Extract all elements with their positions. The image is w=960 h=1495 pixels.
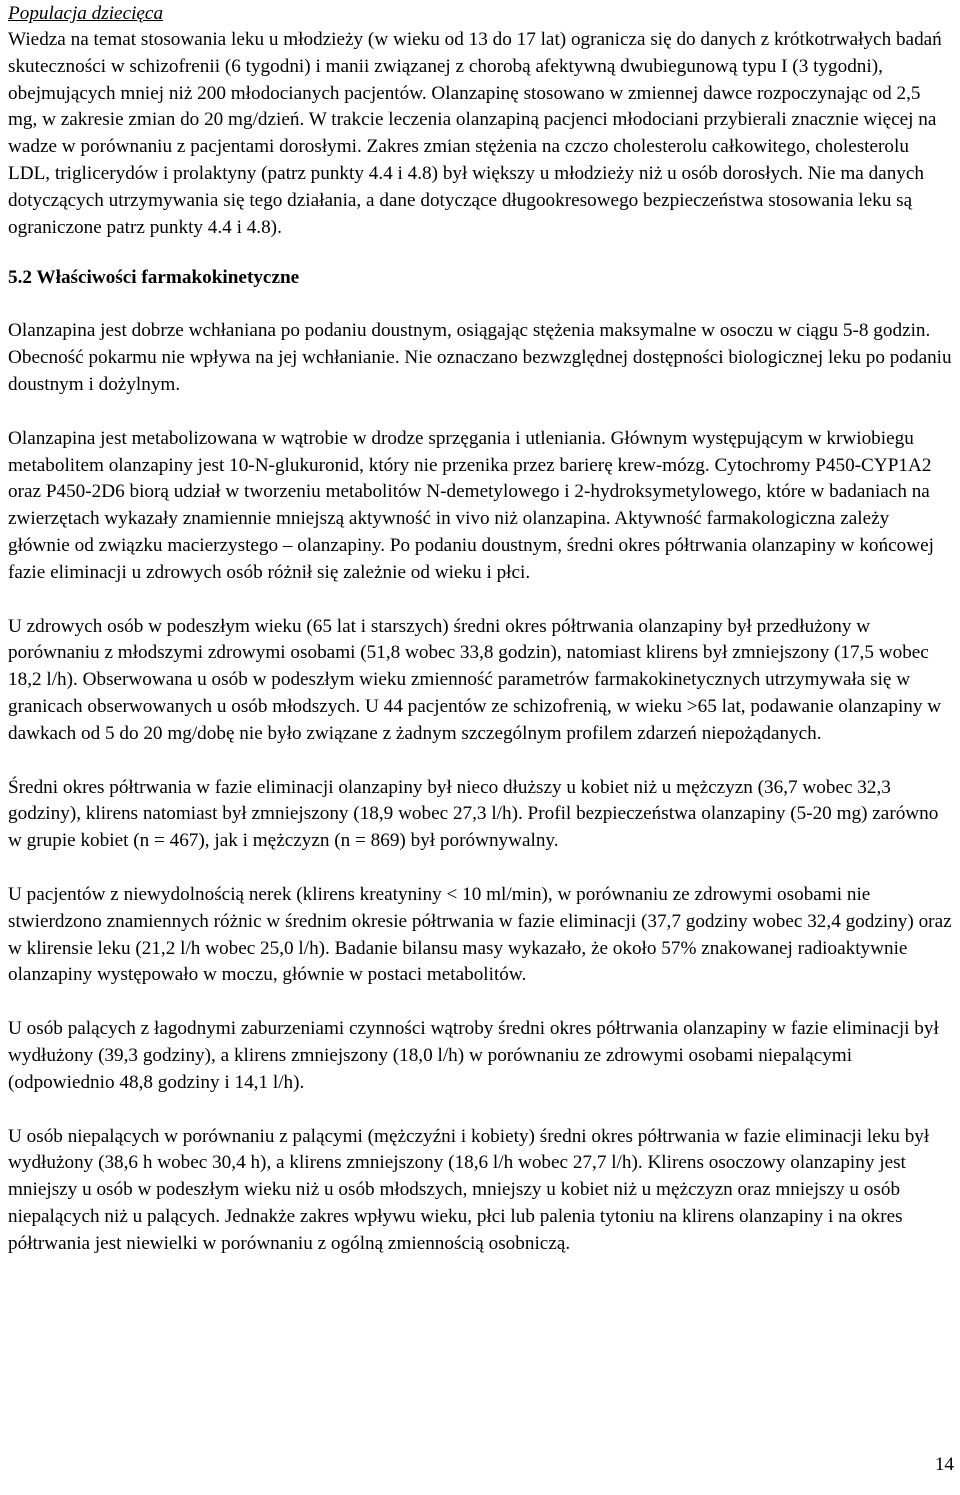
- paragraph-metabolism: Olanzapina jest metabolizowana w wątrobie w drodze sprzęgania i utleniania. Głównym występującym w krwiobiegu metabolitem olanzapiny jest 10-N-glukuronid, który nie przenika przez barierę krew-mózg. Cytochromy P450-CYP1A2 oraz P450-2D6 biorą udział w tworzeniu metabolitów N-demetylowego i 2-hydroksymetylowego, które w badaniach na zwierzętach wykazały znamiennie mniejszą aktywność in vivo niż olanzapina. Aktywność farmakologiczna zależy głównie od związku macierzystego – olanzapiny. Po podaniu doustnym, średni okres półtrwania olanzapiny w końcowej fazie eliminacji u zdrowych osób różnił się zależnie od wieku i płci.: [8, 427, 934, 583]
- paragraph-smokers: U osób niepalących w porównaniu z palącymi (mężczyźni i kobiety) średni okres półtrwania w fazie eliminacji leku był wydłużony (38,6 h wobec 30,4 h), a klirens zmniejszony (18,6 l/h wobec 27,7 l/h). Klirens osoczowy olanzapiny jest mniejszy u osób w podeszłym wieku niż u osób młodszych, mniejszy u kobiet niż u mężczyzn oraz mniejszy u osób niepalących niż u palących. Jednakże zakres wpływu wieku, płci lub palenia tytoniu na klirens olanzapiny i na okres półtrwania jest niewielki w porównaniu z ogólną zmiennością osobniczą.: [8, 1125, 930, 1254]
- paragraph-gender: Średni okres półtrwania w fazie eliminacji olanzapiny był nieco dłuższy u kobiet niż u mężczyzn (36,7 wobec 32,3 godziny), klirens natomiast był zmniejszony (18,9 wobec 27,3 l/h). Profil bezpieczeństwa olanzapiny (5-20 mg) zarówno w grupie kobiet (n = 467), jak i mężczyzn (n = 869) był porównywalny.: [8, 776, 939, 852]
- paragraph-elderly: U zdrowych osób w podeszłym wieku (65 lat i starszych) średni okres półtrwania olanzapiny był przedłużony w porównaniu z młodszymi zdrowymi osobami (51,8 wobec 33,8 godzin), natomiast klirens był zmniejszony (17,5 wobec 18,2 l/h). Obserwowana u osób w podeszłym wieku zmienność parametrów farmakokinetycznych utrzymywała się w granicach obserwowanych u osób młodszych. U 44 pacjentów ze schizofrenią, w wieku >65 lat, podawanie olanzapiny w dawkach od 5 do 20 mg/dobę nie było związane z żadnym szczególnym profilem zdarzeń niepożądanych.: [8, 615, 942, 744]
- section-heading-pharmacokinetics: 5.2 Właściwości farmakokinetyczne: [8, 267, 300, 289]
- document-page: [8, 0, 952, 1257]
- page-number: 14: [934, 1454, 954, 1475]
- subheading-pediatric-population: Populacja dziecięca: [8, 3, 164, 24]
- paragraph-absorption: Olanzapina jest dobrze wchłaniana po podaniu doustnym, osiągając stężenia maksymalne w osoczu w ciągu 5-8 godzin. Obecność pokarmu nie wpływa na jej wchłanianie. Nie oznaczano bezwzględnej dostępności biologicznej leku po podaniu doustnym i dożylnym.: [8, 320, 952, 395]
- paragraph-renal: U pacjentów z niewydolnością nerek (klirens kreatyniny < 10 ml/min), w porównaniu ze zdrowymi osobami nie stwierdzono znamiennych różnic w średnim okresie półtrwania w fazie eliminacji (37,7 godziny wobec 32,4 godziny) oraz w klirensie leku (21,2 l/h wobec 25,0 l/h). Badanie bilansu masy wykazało, że około 57% znakowanej radioaktywnie olanzapiny występowało w moczu, głównie w postaci metabolitów.: [8, 883, 952, 986]
- paragraph-pediatric: Wiedza na temat stosowania leku u młodzieży (w wieku od 13 do 17 lat) ogranicza się do danych z krótkotrwałych badań skuteczności w schizofrenii (6 tygodni) i manii związanej z chorobą afektywną dwubiegunową typu I (3 tygodni), obejmujących mniej niż 200 młodocianych pacjentów. Olanzapinę stosowano w zmiennej dawce rozpoczynając od 2,5 mg, w zakresie zmian do 20 mg/dzień. W trakcie leczenia olanzapiną pacjenci młodociani przybierali znacznie więcej na wadze w porównaniu z pacjentami dorosłymi. Zakres zmian stężenia na czczo cholesterolu całkowitego, cholesterolu LDL, triglicerydów i prolaktyny (patrz punkty 4.4 i 4.8) był większy u młodzieży niż u osób dorosłych. Nie ma danych dotyczących utrzymywania się tego działania, a dane dotyczące długookresowego bezpieczeństwa stosowania leku są ograniczone patrz punkty 4.4 i 4.8).: [8, 29, 942, 238]
- paragraph-hepatic: U osób palących z łagodnymi zaburzeniami czynności wątroby średni okres półtrwania olanzapiny w fazie eliminacji był wydłużony (39,3 godziny), a klirens zmniejszony (18,0 l/h) w porównaniu ze zdrowymi osobami niepalącymi (odpowiednio 48,8 godziny i 14,1 l/h).: [8, 1018, 939, 1093]
